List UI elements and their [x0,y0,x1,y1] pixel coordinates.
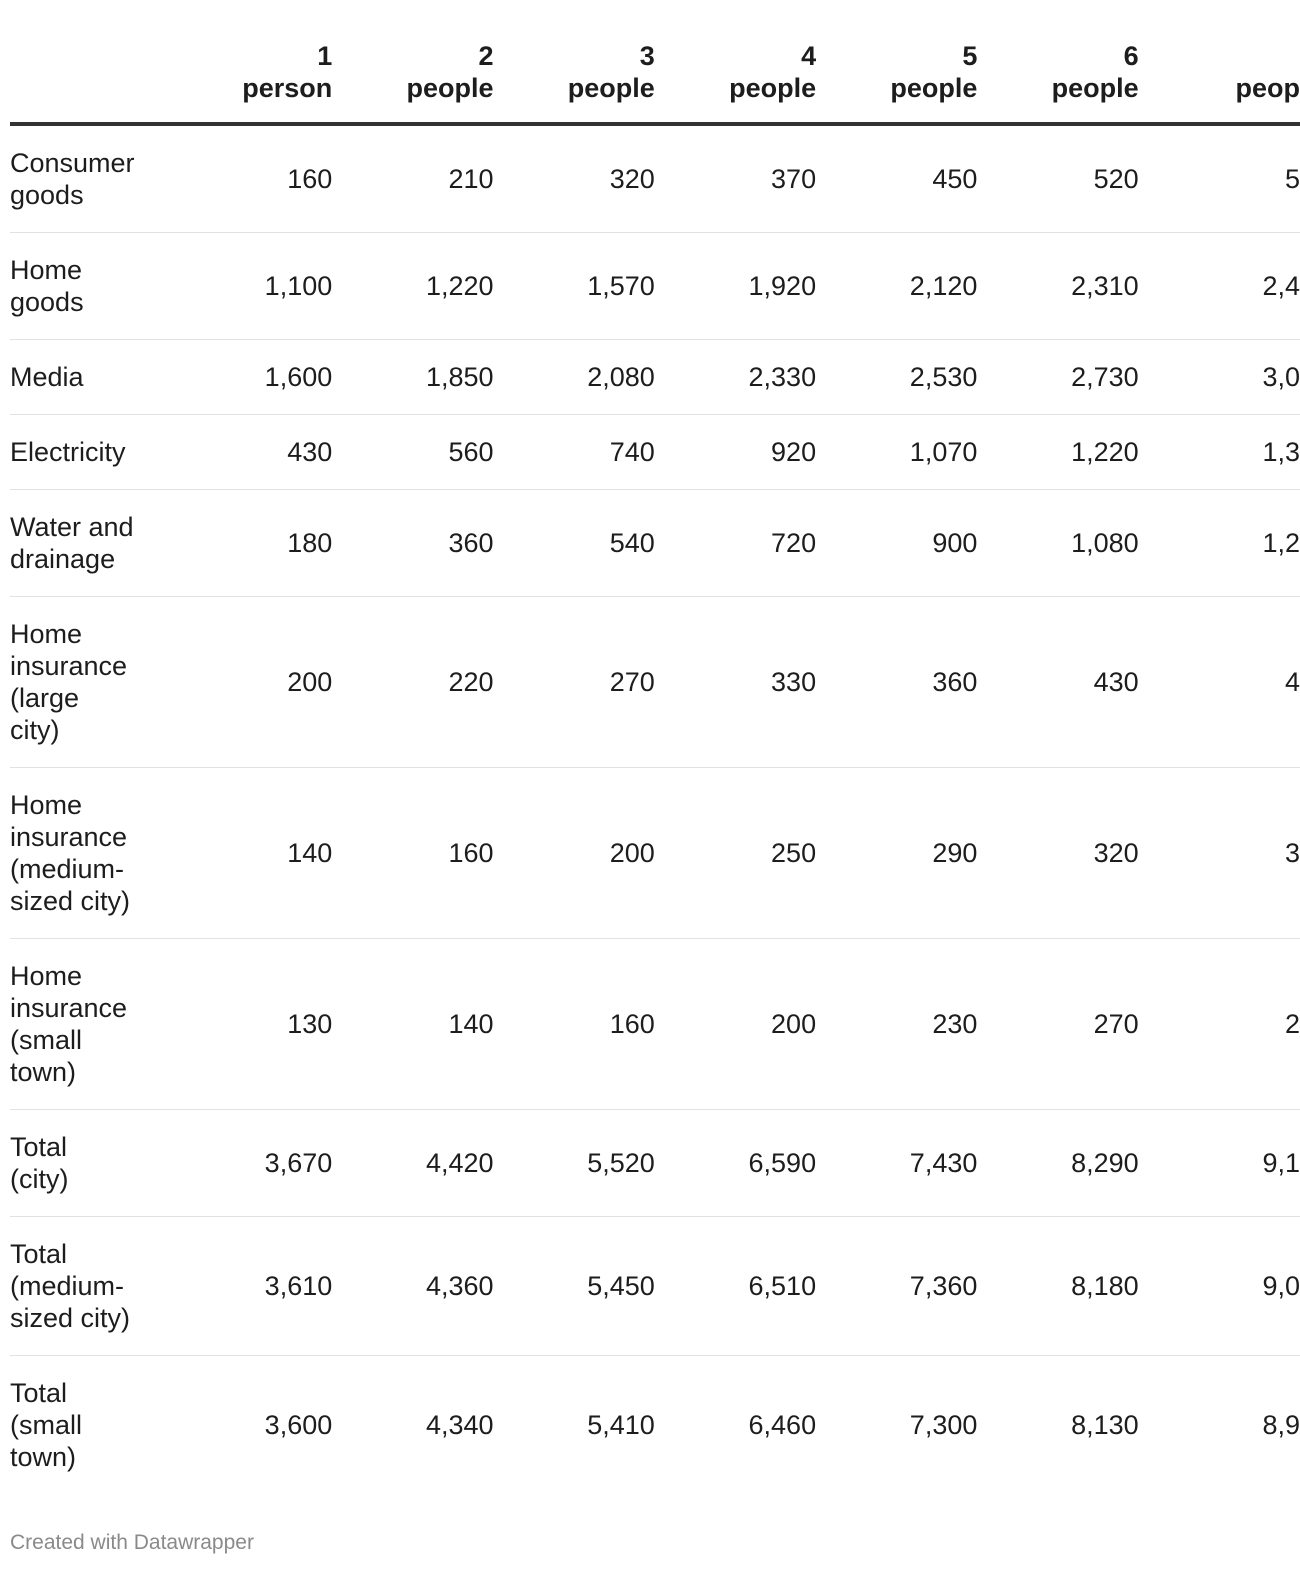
table-cell-value: 370 [655,124,816,233]
column-header[interactable] [816,40,977,124]
table-cell-value: 2,080 [494,340,655,415]
table-cell-value: 140 [171,768,332,939]
table-cell-value: 2,730 [977,340,1138,415]
column-header[interactable] [655,40,816,124]
table-cell-value: 8,180 [977,1217,1138,1356]
table-cell-value: 2,530 [816,340,977,415]
table-cell-value: 2,120 [816,233,977,340]
column-header[interactable] [977,40,1138,124]
column-header[interactable] [1139,40,1300,124]
column-header-count: 6 [1123,41,1139,71]
data-table [10,40,1300,1494]
column-header-count: 5 [962,41,978,71]
table-cell-value: 290 [816,768,977,939]
table-cell-value: 7,300 [909,1410,978,1440]
column-header-count: 2 [478,41,494,71]
column-header-unit: person [242,73,333,103]
table-cell-value: 9,1 [1139,1110,1300,1217]
table-cell-value: 740 [494,415,655,490]
table-cell-value: 4,420 [332,1110,493,1217]
table-row [10,490,1300,597]
column-header-unit: people [1051,73,1139,103]
table-cell-value: 8,9 [1262,1410,1300,1440]
table-cell-value: 200 [171,597,332,768]
table-body [10,124,1300,1494]
table-cell-value: 130 [171,939,332,1110]
column-header-unit: people [567,73,655,103]
row-label: Total (small town) [10,1378,82,1472]
table-row [10,233,1300,340]
table-cell-value: 140 [332,939,493,1110]
table-cell-value: 8,130 [1071,1410,1139,1440]
table-cell-value: 360 [332,490,493,597]
table-cell-value: 2,330 [655,340,816,415]
table-cell-value: 430 [977,597,1138,768]
table-cell-value: 1,920 [655,233,816,340]
column-header[interactable] [171,40,332,124]
table-row [10,1356,1300,1495]
table-cell-value: 4,360 [332,1217,493,1356]
row-label: Home insurance (medium- sized city) [10,768,171,939]
column-header-unit: peop [1235,73,1300,103]
table-cell-value: 250 [655,768,816,939]
row-label: Electricity [10,415,171,490]
table-cell-value: 8,290 [977,1110,1138,1217]
table-cell-value: 220 [332,597,493,768]
table-cell-value: 7,360 [816,1217,977,1356]
table-cell-value: 6,460 [748,1410,817,1440]
table-cell-value: 430 [171,415,332,490]
table-cell-value: 1,570 [494,233,655,340]
table-cell-value: 2,310 [977,233,1138,340]
row-label: Total (medium- sized city) [10,1217,171,1356]
column-header[interactable] [494,40,655,124]
header-cell-corner [10,40,171,124]
table-row [10,1217,1300,1356]
column-header-count: 1 [317,41,333,71]
table-cell-value: 3,670 [171,1110,332,1217]
table-cell-value: 520 [977,124,1138,233]
table-cell-value: 210 [332,124,493,233]
table-cell-value: 1,220 [332,233,493,340]
table-cell-value: 1,080 [977,490,1138,597]
row-label: Media [10,340,171,415]
table-cell-value: 1,220 [977,415,1138,490]
table-cell-value: 200 [655,939,816,1110]
column-header-unit: people [890,73,978,103]
table-cell-value: 5,520 [494,1110,655,1217]
table-cell-value: 3,600 [264,1410,333,1440]
table-cell-value: 1,600 [171,340,332,415]
row-label: Home insurance (small town) [10,939,171,1110]
table-cell-value: 320 [977,768,1138,939]
table-cell-value: 180 [171,490,332,597]
table-row [10,939,1300,1110]
table-cell-value: 720 [655,490,816,597]
table-cell-value: 270 [977,939,1138,1110]
table-cell-value: 5,450 [494,1217,655,1356]
table-cell-value: 540 [494,490,655,597]
column-header[interactable] [332,40,493,124]
datawrapper-credit[interactable]: Created with Datawrapper [10,1531,254,1554]
table-cell-value: 230 [816,939,977,1110]
table-cell-value: 160 [332,768,493,939]
column-header-count: 3 [639,41,655,71]
row-label: Home insurance (large city) [10,597,171,768]
table-row [10,124,1300,233]
table-row [10,340,1300,415]
table-cell-value: 7,430 [816,1110,977,1217]
table-cell-value: 900 [816,490,977,597]
row-label: Consumer goods [10,124,171,233]
row-label: Home goods [10,233,171,340]
table-cell-value: 200 [494,768,655,939]
column-header-unit: people [406,73,494,103]
table-cell-value: 560 [332,415,493,490]
table-cell-value: 450 [816,124,977,233]
table-cell-value: 1,100 [171,233,332,340]
table-row [10,768,1300,939]
table-cell-value: 5 [1139,124,1300,233]
table-row [10,1110,1300,1217]
table-cell-value: 160 [171,124,332,233]
table-cell-value: 1,2 [1139,490,1300,597]
header-row [10,40,1300,124]
table-cell-value: 920 [655,415,816,490]
table-cell-value: 270 [494,597,655,768]
table-cell-value: 360 [816,597,977,768]
table-row [10,597,1300,768]
table-cell-value: 1,850 [332,340,493,415]
table-cell-value: 4,340 [425,1410,494,1440]
table-cell-value: 2 [1139,939,1300,1110]
table-cell-value: 3 [1139,768,1300,939]
data-table-container [10,40,1300,1494]
table-cell-value: 4 [1139,597,1300,768]
table-cell-value: 320 [494,124,655,233]
table-cell-value: 330 [655,597,816,768]
row-label: Total (city) [10,1110,171,1217]
table-cell-value: 3,0 [1139,340,1300,415]
table-cell-value: 1,070 [816,415,977,490]
table-cell-value: 5,410 [587,1410,655,1440]
table-cell-value: 3,610 [171,1217,332,1356]
table-cell-value: 9,0 [1139,1217,1300,1356]
column-header-unit: people [729,73,817,103]
table-cell-value: 2,4 [1139,233,1300,340]
table-row [10,415,1300,490]
table-cell-value: 160 [494,939,655,1110]
table-cell-value: 6,510 [655,1217,816,1356]
table-cell-value: 6,590 [655,1110,816,1217]
table-cell-value: 1,3 [1139,415,1300,490]
column-header-count: 4 [801,41,817,71]
row-label: Water and drainage [10,490,171,597]
